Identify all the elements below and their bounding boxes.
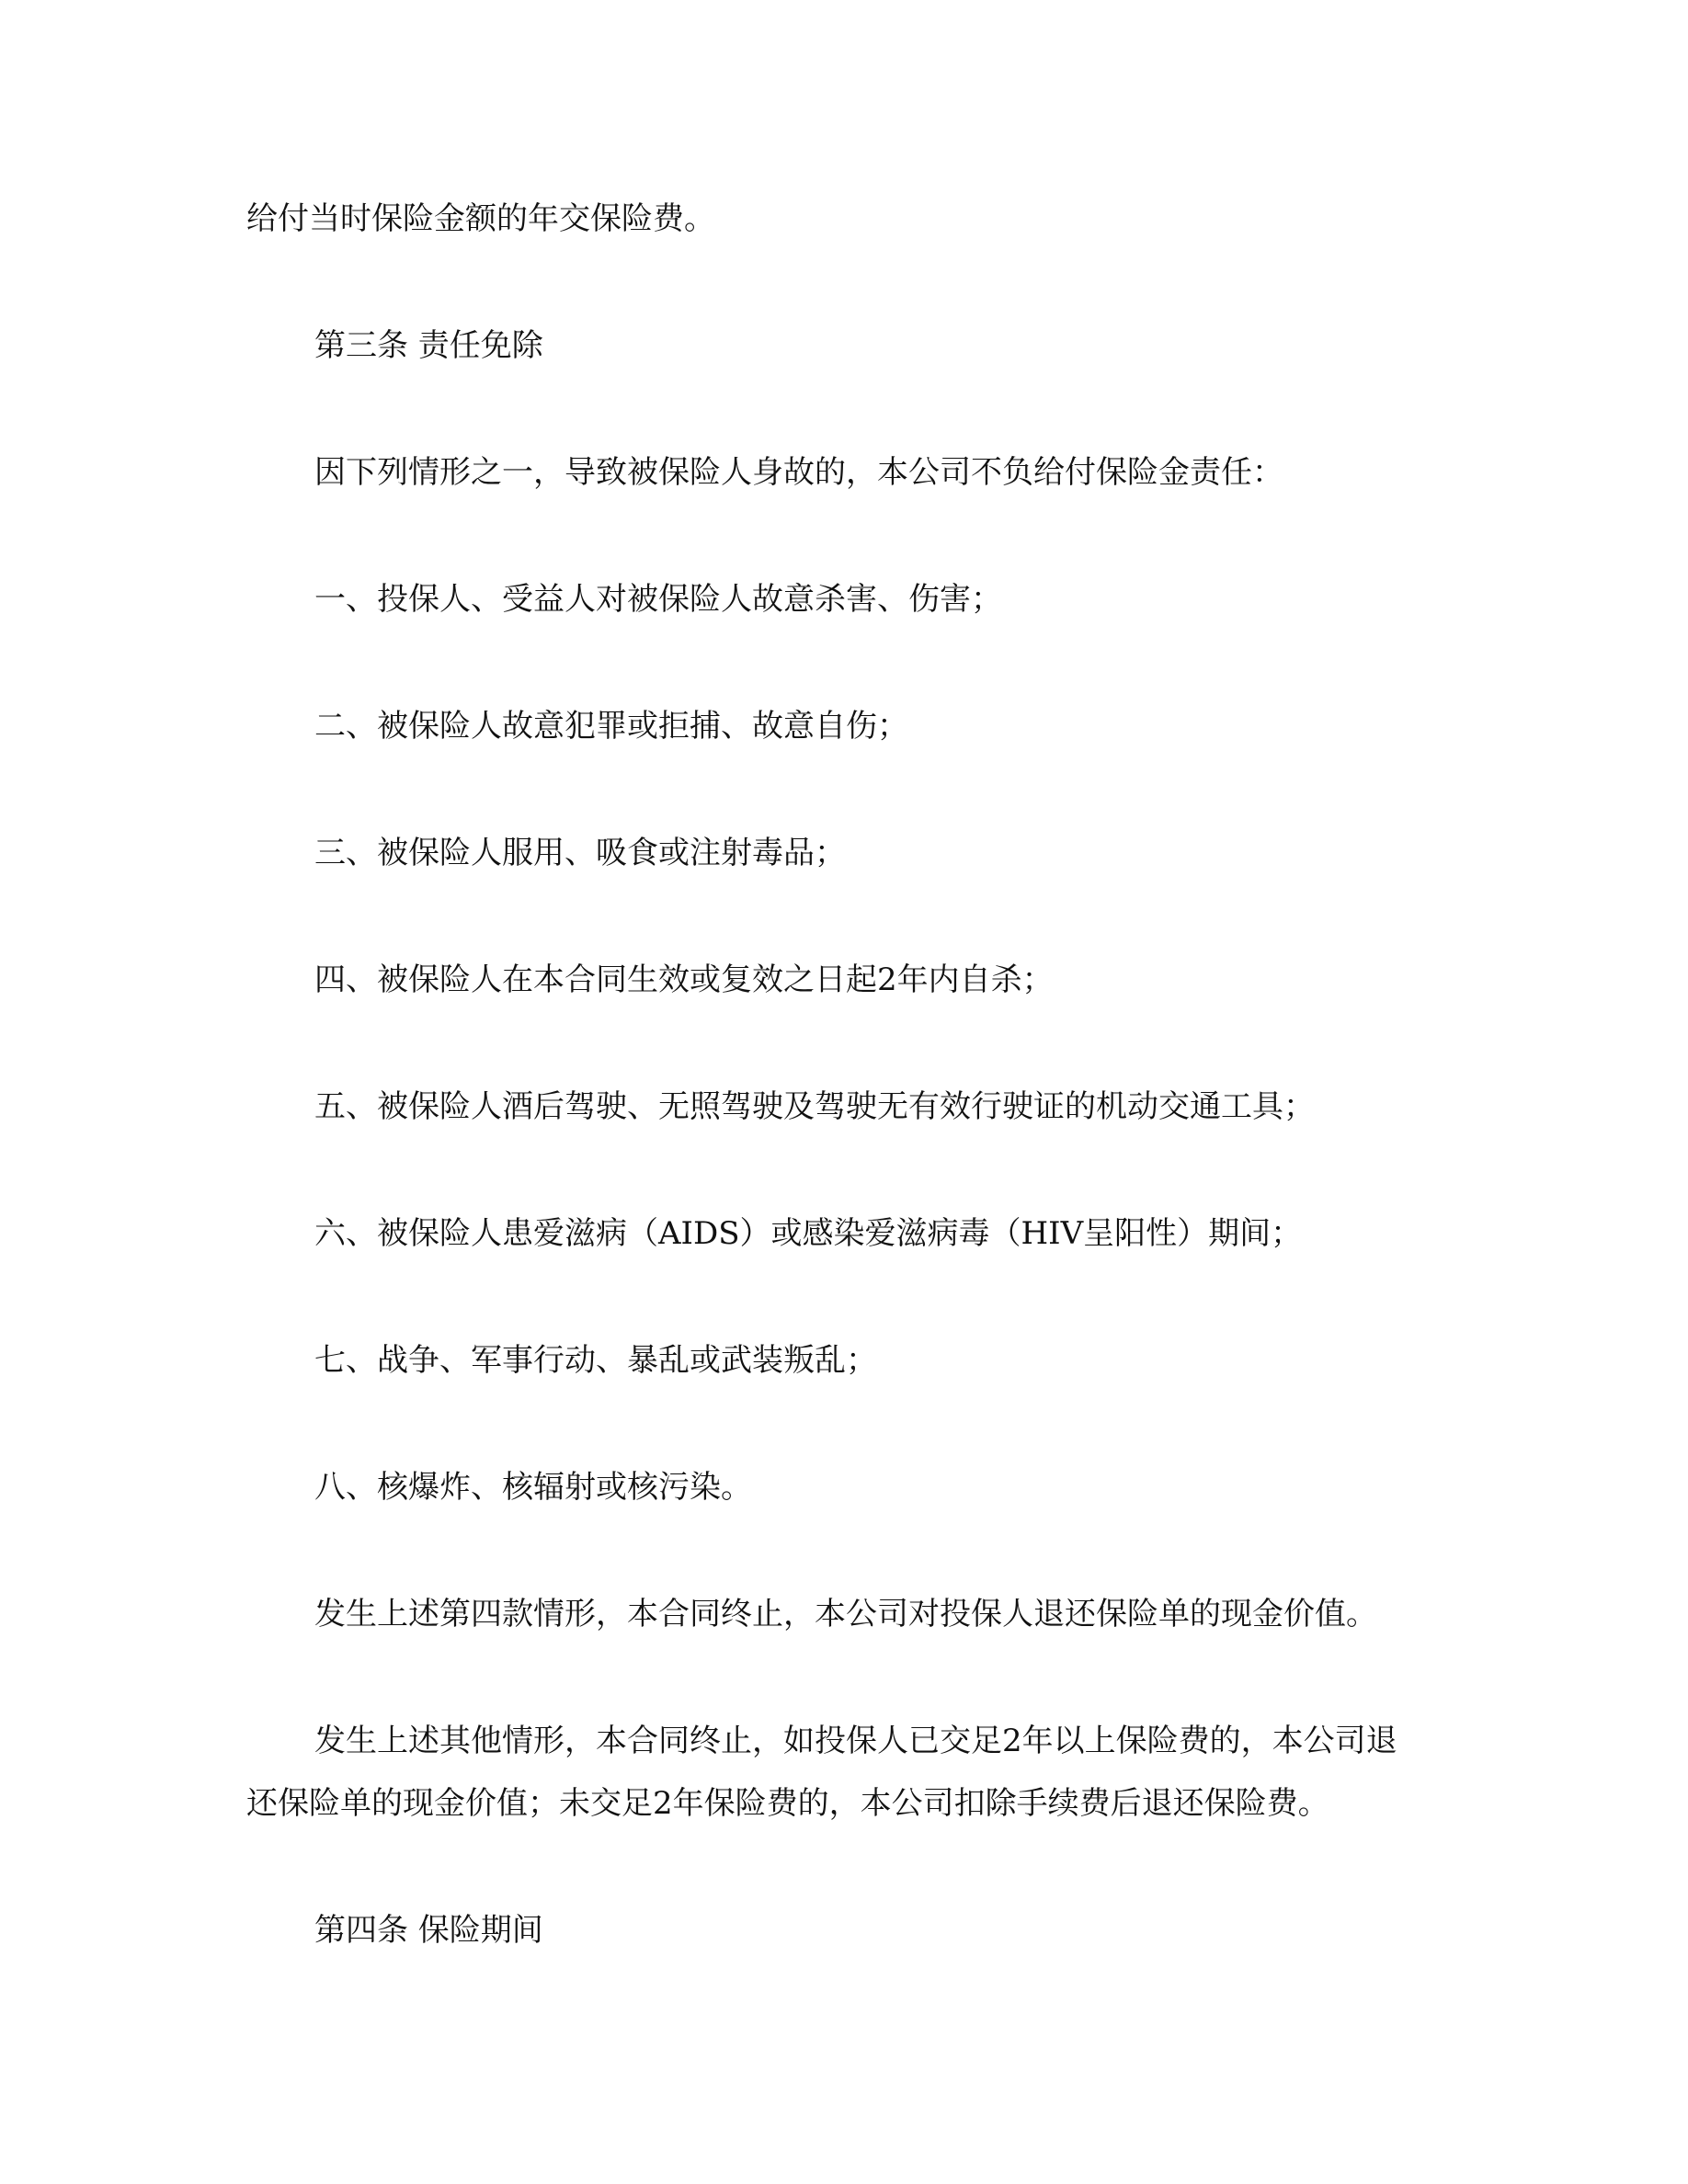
exclusion-intro: 因下列情形之一，导致被保险人身故的，本公司不负给付保险金责任： xyxy=(314,454,1283,491)
exclusion-item-8: 八、核爆炸、核辐射或核污染。 xyxy=(314,1469,752,1506)
exclusion-item-1: 一、投保人、受益人对被保险人故意杀害、伤害； xyxy=(314,581,1002,618)
article-heading-3: 第三条 责任免除 xyxy=(314,327,543,364)
exclusion-item-3: 三、被保险人服用、吸食或注射毒品； xyxy=(314,835,846,871)
exclusion-item-4: 四、被保险人在本合同生效或复效之日起2年内自杀； xyxy=(314,961,1054,998)
exclusion-item-6: 六、被保险人患爱滋病（AIDS）或感染爱滋病毒（HIV呈阳性）期间； xyxy=(314,1215,1303,1252)
article-heading-4: 第四条 保险期间 xyxy=(314,1912,543,1949)
termination-clause-other-line2: 还保险单的现金价值；未交足2年保险费的，本公司扣除手续费后退还保险费。 xyxy=(246,1785,1329,1822)
exclusion-item-2: 二、被保险人故意犯罪或拒捕、故意自伤； xyxy=(314,708,908,745)
termination-clause-other-line1: 发生上述其他情形，本合同终止，如投保人已交足2年以上保险费的，本公司退 xyxy=(314,1723,1397,1759)
exclusion-item-5: 五、被保险人酒后驾驶、无照驾驶及驾驶无有效行驶证的机动交通工具； xyxy=(314,1088,1315,1125)
termination-clause-4: 发生上述第四款情形，本合同终止，本公司对投保人退还保险单的现金价值。 xyxy=(314,1596,1377,1632)
paragraph-continuation: 给付当时保险金额的年交保险费。 xyxy=(246,200,715,237)
exclusion-item-7: 七、战争、军事行动、暴乱或武装叛乱； xyxy=(314,1342,877,1379)
